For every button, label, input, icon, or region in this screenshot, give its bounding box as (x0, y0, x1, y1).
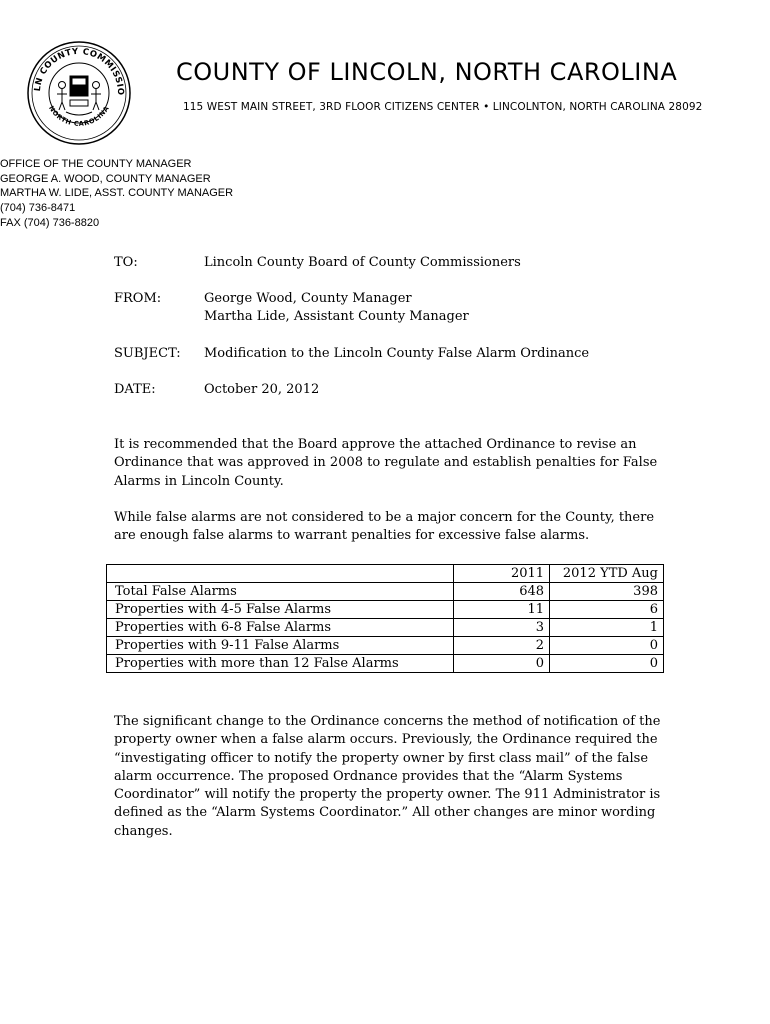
office-block (0, 157, 233, 231)
table-cell: Total False Alarms (107, 583, 454, 601)
memo-from-value-2: Martha Lide, Assistant County Manager (204, 309, 469, 324)
paragraph-line: The significant change to the Ordinance concerns the method of notification of the (114, 714, 661, 729)
table-row (107, 637, 664, 655)
paragraph-line: Alarms in Lincoln County. (114, 473, 284, 489)
table-row (107, 583, 664, 601)
office-line: GEORGE A. WOOD, COUNTY MANAGER (0, 172, 211, 185)
table-cell: 6 (550, 601, 664, 619)
table-cell: 0 (550, 637, 664, 655)
paragraph-line: Coordinator” will notify the property the property owner. The 911 Administrator is (114, 787, 661, 803)
letterhead-title: COUNTY OF LINCOLN, NORTH CAROLINA (176, 58, 678, 86)
seal-text-top: LN COUNTY COMMISSIO (32, 46, 126, 96)
table-header-cell (107, 565, 454, 583)
memo-to-label: TO: (114, 255, 138, 270)
seal-text-bottom: NORTH CAROLINA (47, 104, 111, 128)
office-line: OFFICE OF THE COUNTY MANAGER (0, 158, 192, 170)
table-row (107, 601, 664, 619)
table-cell: Properties with 4-5 False Alarms (107, 601, 454, 619)
paragraph-line: defined as the “Alarm Systems Coordinator.” All other changes are minor wording (114, 805, 656, 821)
office-line: (704) 736-8471 (0, 202, 76, 215)
table-header-cell: 2011 (453, 565, 550, 583)
table-row (107, 619, 664, 637)
letterhead-address: 115 WEST MAIN STREET, 3RD FLOOR CITIZENS CENTER • LINCOLNTON, NORTH CAROLINA 28092 (183, 101, 703, 113)
paragraph-recommendation (114, 436, 659, 491)
table-header-cell: 2012 YTD Aug (550, 565, 664, 583)
office-line: MARTHA W. LIDE, ASST. COUNTY MANAGER (0, 187, 234, 200)
paragraph-line: are enough false alarms to warrant penalties for excessive false alarms. (114, 528, 590, 544)
office-line: FAX (704) 736-8820 (0, 216, 100, 229)
table-cell: 3 (453, 619, 550, 637)
table-cell: 2 (453, 637, 550, 655)
table-row (107, 655, 664, 673)
table-cell: 1 (550, 619, 664, 637)
table-cell: 398 (550, 583, 664, 601)
paragraph-line: property owner when a false alarm occurs. Previously, the Ordinance required the (114, 732, 658, 748)
paragraph-line: “investigating officer to notify the property owner by first class mail” of the false (114, 750, 649, 766)
paragraph-change (114, 713, 659, 841)
memo-to-value: Lincoln County Board of County Commissioners (204, 255, 521, 270)
table-cell: 0 (550, 655, 664, 673)
memo-from-label: FROM: (114, 291, 162, 306)
memo-from-value-1: George Wood, County Manager (204, 291, 412, 306)
paragraph-line: changes. (114, 823, 173, 839)
paragraph-line: It is recommended that the Board approve the attached Ordinance to revise an (114, 437, 637, 452)
false-alarm-table (106, 564, 664, 673)
county-seal (26, 40, 132, 146)
paragraph-line: While false alarms are not considered to be a major concern for the County, there (114, 510, 655, 525)
memo-subject-label: SUBJECT: (114, 346, 181, 361)
table-cell: 0 (453, 655, 550, 673)
paragraph-line: alarm occurrence. The proposed Ordnance provides that the “Alarm Systems (114, 768, 623, 784)
table-cell: Properties with 6-8 False Alarms (107, 619, 454, 637)
table-cell: 648 (453, 583, 550, 601)
table-cell: 11 (453, 601, 550, 619)
table-cell: Properties with 9-11 False Alarms (107, 637, 454, 655)
memo-date-label: DATE: (114, 382, 156, 397)
memo-date-value: October 20, 2012 (204, 382, 320, 397)
paragraph-concern (114, 509, 659, 546)
memo-subject-value: Modification to the Lincoln County False Alarm Ordinance (204, 346, 590, 361)
table-header-row (107, 565, 664, 583)
paragraph-line: Ordinance that was approved in 2008 to regulate and establish penalties for False (114, 455, 658, 471)
table-cell: Properties with more than 12 False Alarms (107, 655, 454, 673)
